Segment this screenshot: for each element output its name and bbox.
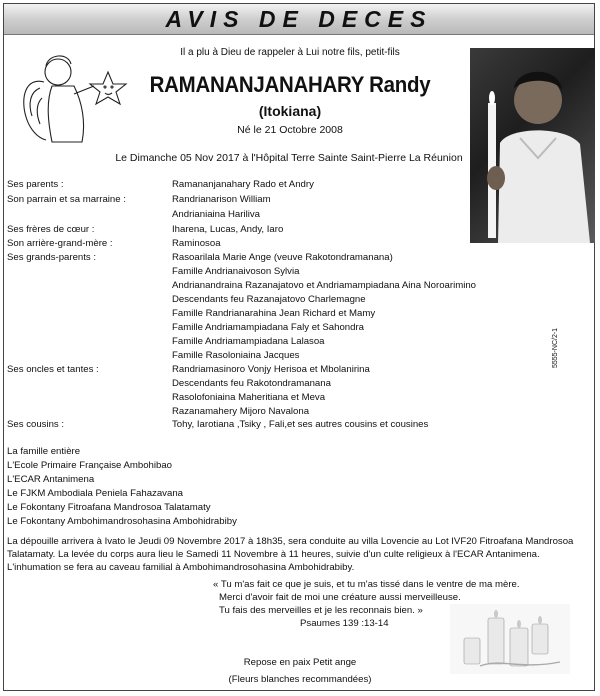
value-grandparents-8: Famille Rasoloniaina Jacques (172, 350, 300, 361)
value-grandparents-5: Famille Randrianarahina Jean Richard et Mamy (172, 308, 376, 319)
value-cousins: Tohy, Iarotiana ,Tsiky , Fali,et ses autres cousins et cousines (172, 419, 429, 430)
quote-line-2: Merci d'avoir fait de moi une créature aussi merveilleuse. (219, 592, 461, 603)
quote-reference: Psaumes 139 :13-14 (300, 618, 389, 629)
value-grandparents-3: Andrianandraina Razanajatovo et Andriamampiadana Aina Noroarimino (172, 280, 476, 291)
value-grandparents-7: Famille Andriamampiadana Lalasoa (172, 336, 325, 347)
value-brothers: Iharena, Lucas, Andy, Iaro (172, 224, 284, 235)
label-brothers: Ses frères de cœur : (7, 224, 95, 235)
label-uncles-aunts: Ses oncles et tantes : (7, 364, 99, 375)
value-godmother: Andrianiaina Hariliva (172, 209, 260, 220)
label-cousins: Ses cousins : (7, 419, 65, 430)
header-banner (4, 4, 594, 35)
deceased-nickname: (Itokiana) (258, 103, 322, 119)
funeral-announcement: La dépouille arrivera à Ivato le Jeudi 09 Novembre 2017 à 18h35, sera conduite au villa Lovencie au Lot IVF20 Fitroafana Mandrosoa Talatamaty. La levée du corps aura lieu le Samedi 11 Novembre à 11 heures, suivie d'un culte religieux à l'ECAR Antanimena. L'inhumation se fera au caveau familial à Ambohimandrosohasina Ambohidrabiby. (7, 536, 574, 573)
quote-line-1: « Tu m'as fait ce que je suis, et tu m'as tissé dans le ventre de ma mère. (213, 579, 520, 590)
portrait-photo (470, 48, 595, 243)
value-uncles-2: Descendants feu Rakotondramanana (172, 378, 331, 389)
intro-text: Il a plu à Dieu de rappeler à Lui notre fils, petit-fils (180, 47, 400, 58)
label-great-grandmother: Son arrière-grand-mère : (7, 238, 113, 249)
birth-date: Né le 21 Octobre 2008 (237, 124, 343, 136)
others-line-6: Le Fokontany Ambohimandrosohasina Ambohidrabiby (7, 516, 237, 527)
candles-illustration (450, 604, 570, 674)
quote-line-3: Tu fais des merveilles et je les reconnais bien. » (219, 605, 423, 616)
flowers-note: (Fleurs blanches recommandées) (228, 674, 372, 685)
label-parents: Ses parents : (7, 179, 64, 190)
others-line-3: L'ECAR Antanimena (7, 474, 95, 485)
value-uncles-3: Rasolofoniaina Maheritiana et Meva (172, 392, 326, 403)
value-uncles-1: Randriamasinoro Vonjy Herisoa et Mbolanirina (172, 364, 370, 375)
banner-title: AVIS DE DECES (165, 6, 433, 32)
death-info: Le Dimanche 05 Nov 2017 à l'Hôpital Terre Sainte Saint-Pierre La Réunion (115, 152, 463, 164)
value-grandparents-2: Famille Andrianaivoson Sylvia (172, 266, 300, 277)
label-godparents: Son parrain et sa marraine : (7, 194, 126, 205)
value-grandparents-1: Rasoarilala Marie Ange (veuve Rakotondramanana) (172, 252, 393, 263)
deceased-name: RAMANANJANAHARY Randy (149, 72, 431, 97)
value-grandparents-4: Descendants feu Razanajatovo Charlemagne (172, 294, 366, 305)
reference-code: 5555-NC/2-1 (552, 327, 559, 368)
value-uncles-4: Razanamahery Mijoro Navalona (172, 406, 310, 417)
rest-in-peace: Repose en paix Petit ange (243, 657, 357, 668)
others-line-1: La famille entière (7, 446, 81, 457)
value-grandparents-6: Famille Andriamampiadana Faly et Sahondra (172, 322, 364, 333)
value-great-grandmother: Raminosoa (172, 238, 221, 249)
others-line-4: Le FJKM Ambodiala Peniela Fahazavana (7, 488, 183, 499)
others-line-2: L'Ecole Primaire Française Ambohibao (7, 460, 173, 471)
value-godfather: Randrianarison William (172, 194, 271, 205)
label-grandparents: Ses grands-parents : (7, 252, 97, 263)
others-line-5: Le Fokontany Fitroafana Mandrosoa Talatamaty (7, 502, 211, 513)
value-parents: Ramananjanahary Rado et Andry (172, 179, 314, 190)
